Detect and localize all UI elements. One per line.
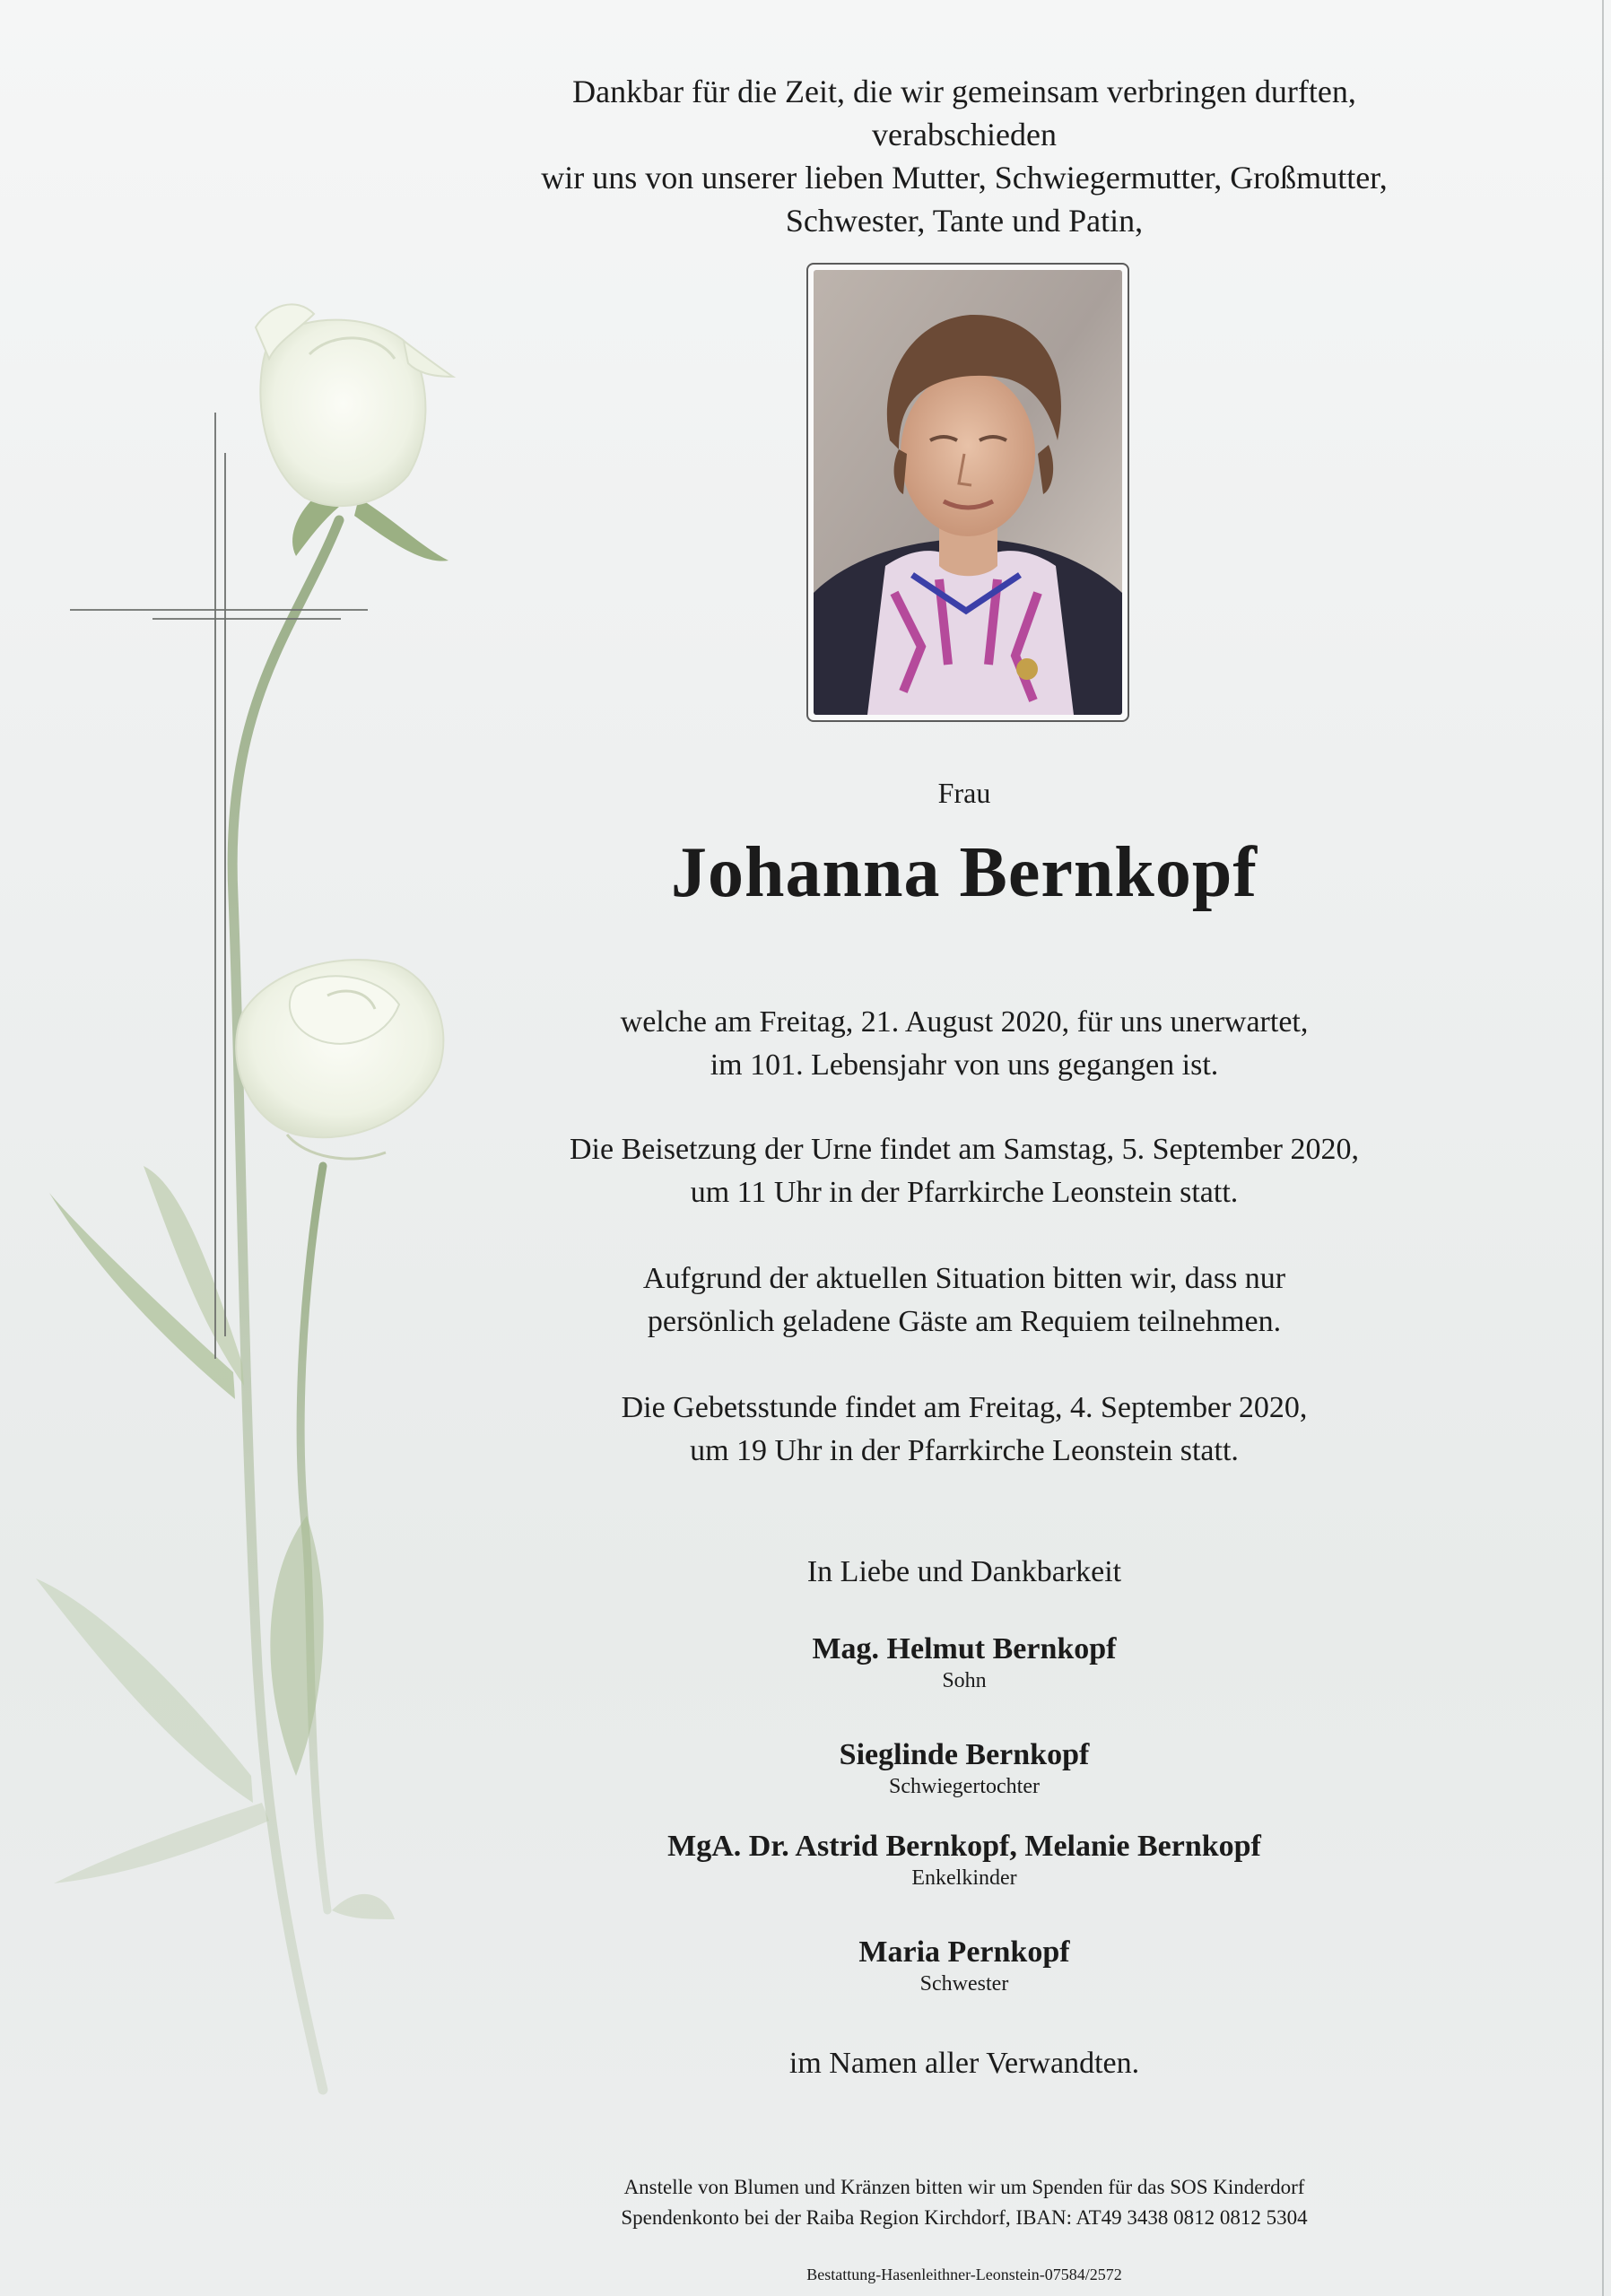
paragraph-death-notice — [502, 1001, 1426, 1087]
donation-line: Anstelle von Blumen und Kränzen bitten wir um Spenden für das SOS Kinderdorf — [623, 2176, 1305, 2198]
mourner-name: Mag. Helmut Bernkopf — [812, 1632, 1117, 1665]
text-line: persönlich geladene Gäste am Requiem teilnehmen. — [647, 1305, 1282, 1338]
portrait-image — [814, 270, 1122, 715]
rose-lower — [236, 960, 443, 1159]
funeral-home-footer: Bestattung-Hasenleithner-Leonstein-07584/2572 — [806, 2266, 1122, 2283]
mourner-name: Sieglinde Bernkopf — [839, 1738, 1090, 1771]
salutation: Frau — [937, 777, 991, 809]
intro-line: Schwester, Tante und Patin, — [785, 203, 1144, 239]
portrait-photo — [806, 263, 1129, 722]
text-line: um 11 Uhr in der Pfarrkirche Leonstein statt. — [690, 1176, 1239, 1209]
deceased-name: Johanna Bernkopf — [671, 833, 1258, 912]
intro-line: wir uns von unserer lieben Mutter, Schwiegermutter, Großmutter, — [541, 160, 1388, 196]
mourner-relation: Schwester — [919, 1972, 1009, 1996]
intro-text — [502, 70, 1426, 242]
closing-text: In Liebe und Dankbarkeit — [806, 1555, 1122, 1588]
leaf — [332, 1894, 395, 1919]
leaf — [54, 1803, 269, 1883]
paragraph-burial — [502, 1128, 1426, 1214]
mourner-entry — [502, 1828, 1426, 1891]
mourner-name: MgA. Dr. Astrid Bernkopf, Melanie Bernkopf — [667, 1830, 1261, 1863]
paragraph-guests — [502, 1257, 1426, 1344]
text-line: Die Beisetzung der Urne findet am Samstag, 5. September 2020, — [570, 1133, 1359, 1166]
intro-line: Dankbar für die Zeit, die wir gemeinsam verbringen durften, verabschieden — [572, 74, 1356, 152]
behalf-text: im Namen aller Verwandten. — [788, 2047, 1140, 2080]
mourner-relation: Schwiegertochter — [889, 1775, 1040, 1798]
mourner-relation: Sohn — [942, 1669, 987, 1692]
mourner-name: Maria Pernkopf — [858, 1935, 1070, 1969]
text-line: welche am Freitag, 21. August 2020, für uns unerwartet, — [620, 1005, 1309, 1039]
rose-decoration — [0, 0, 502, 2188]
mourner-relation: Enkelkinder — [911, 1866, 1017, 1890]
leaf — [36, 1578, 253, 1803]
paragraph-prayer — [502, 1387, 1426, 1473]
mourner-entry — [502, 1736, 1426, 1799]
mourner-entry — [502, 1631, 1426, 1693]
text-line: im 101. Lebensjahr von uns gegangen ist. — [710, 1048, 1219, 1082]
donation-line: Spendenkonto bei der Raiba Region Kirchdorf, IBAN: AT49 3438 0812 0812 5304 — [621, 2206, 1308, 2229]
text-line: Aufgrund der aktuellen Situation bitten wir, dass nur — [642, 1262, 1286, 1295]
mourner-entry — [502, 1934, 1426, 1996]
text-line: um 19 Uhr in der Pfarrkirche Leonstein statt. — [690, 1434, 1239, 1467]
rose-upper — [256, 304, 453, 506]
text-line: Die Gebetsstunde findet am Freitag, 4. September 2020, — [621, 1391, 1308, 1424]
donation-note — [502, 2172, 1426, 2233]
